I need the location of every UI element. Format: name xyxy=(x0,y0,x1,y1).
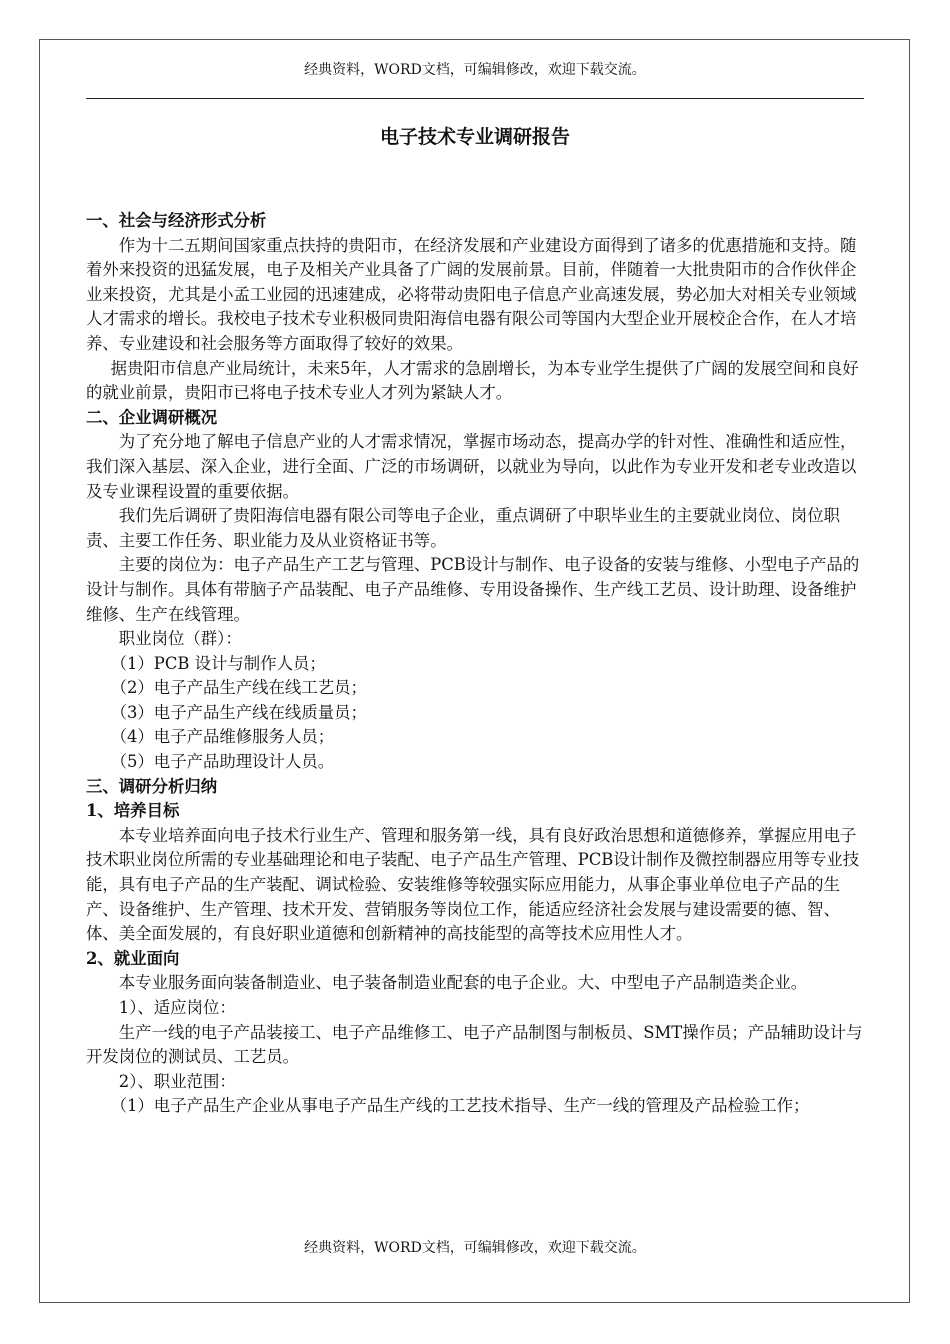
list-item: （4）电子产品维修服务人员； xyxy=(110,727,335,747)
subsection-heading: 1、培养目标 xyxy=(86,801,180,821)
paragraph: 1）、适应岗位： xyxy=(118,998,236,1017)
paragraph: 为了充分地了解电子信息产业的人才需求情况，掌握市场动态，提高办学的针对性、准确性和适应性，我们深入基层、深入企业，进行全面、广泛的市场调研，以就业为导向，以此作为专业开发和老专业改造以及专业课程设置的重要依据。 xyxy=(86,432,857,501)
section-heading-1: 一、社会与经济形式分析 xyxy=(86,211,267,230)
list-item: （3）电子产品生产线在线质量员； xyxy=(110,702,367,722)
header-divider xyxy=(86,98,864,99)
page-footer: 经典资料，WORD文档，可编辑修改，欢迎下载交流。 xyxy=(304,1240,646,1256)
section-heading-3: 三、调研分析归纳 xyxy=(86,776,218,796)
section-heading-2: 二、企业调研概况 xyxy=(86,407,218,427)
list-item: （5）电子产品助理设计人员。 xyxy=(110,752,335,772)
paragraph: 作为十二五期间国家重点扶持的贵阳市，在经济发展和产业建设方面得到了诸多的优惠措施和支持。随着外来投资的迅猛发展，电子及相关产业具备了广阔的发展前景。目前，伴随着一大批贵阳市的合作伙伴企业来投资，尤其是小孟工业园的迅速建成，必将带动贵阳电子信息产业高速发展，势必加大对相关专业领域人才需求的增长。我校电子技术专业积极同贵阳海信电器有限公司等国内大型企业开展校企合作，在人才培养、专业建设和社会服务等方面取得了较好的效果。 xyxy=(86,235,857,353)
paragraph: 本专业服务面向装备制造业、电子装备制造业配套的电子企业。大、中型电子产品制造类企业。 xyxy=(118,973,808,993)
paragraph: 我们先后调研了贵阳海信电器有限公司等电子企业，重点调研了中职毕业生的主要就业岗位、岗位职责、主要工作任务、职业能力及从业资格证书等。 xyxy=(86,506,840,550)
paragraph: 本专业培养面向电子技术行业生产、管理和服务第一线，具有良好政治思想和道德修养，掌握应用电子技术职业岗位所需的专业基础理论和电子装配、电子产品生产管理、PCB设计制作及微控制器应用等专业技能，具有电子产品的生产装配、调试检验、安装维修等较强实际应用能力，从事企事业单位电子产品的生产、设备维护、生产管理、技术开发、营销服务等岗位工作，能适应经济社会发展与建设需要的德、智、体、美全面发展的，有良好职业道德和创新精神的高技能型的高等技术应用性人才。 xyxy=(86,825,860,944)
list-item: （1）PCB 设计与制作人员； xyxy=(110,653,326,673)
document-body xyxy=(86,209,864,1119)
document-title: 电子技术专业调研报告 xyxy=(379,126,570,148)
page-header: 经典资料，WORD文档，可编辑修改，欢迎下载交流。 xyxy=(304,62,646,78)
paragraph: 据贵阳市信息产业局统计，未来5年，人才需求的急剧增长，为本专业学生提供了广阔的发展空间和良好的就业前景，贵阳市已将电子技术专业人才列为紧缺人才。 xyxy=(86,358,859,403)
paragraph: 职业岗位（群）： xyxy=(118,629,242,649)
paragraph: （1）电子产品生产企业从事电子产品生产线的工艺技术指导、生产一线的管理及产品检验工作； xyxy=(110,1096,810,1116)
paragraph: 2）、职业范围： xyxy=(118,1071,236,1091)
paragraph: 主要的岗位为：电子产品生产工艺与管理、PCB设计与制作、电子设备的安装与维修、小型电子产品的设计与制作。具体有带脑子产品装配、电子产品维修、专用设备操作、生产线工艺员、设计助理、设备维护维修、生产在线管理。 xyxy=(86,555,860,624)
paragraph: 生产一线的电子产品装接工、电子产品维修工、电子产品制图与制板员、SMT操作员；产品辅助设计与开发岗位的测试员、工艺员。 xyxy=(86,1022,863,1067)
list-item: （2）电子产品生产线在线工艺员； xyxy=(110,678,367,698)
subsection-heading: 2、就业面向 xyxy=(86,948,180,968)
